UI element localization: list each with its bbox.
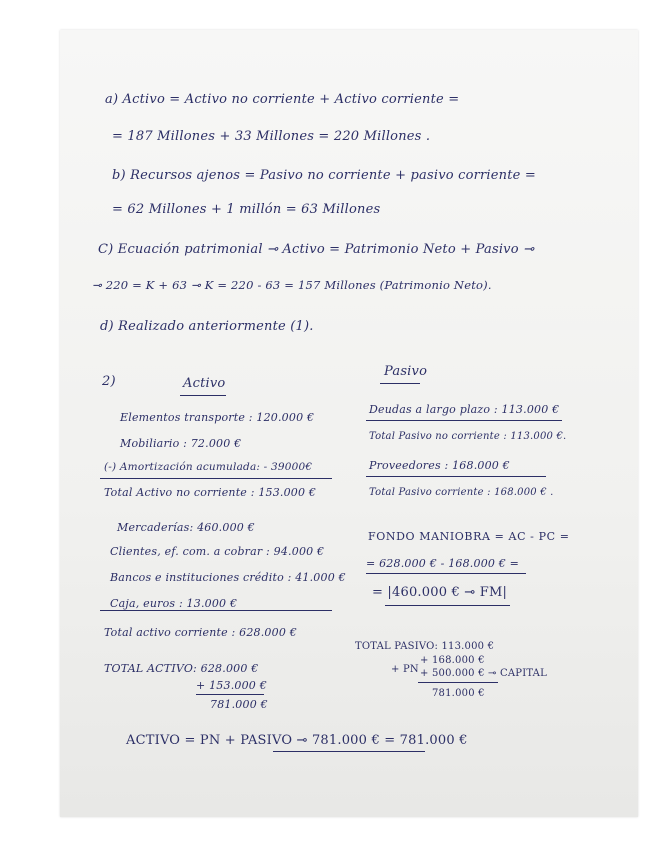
- activo-clientes: Clientes, ef. com. a cobrar : 94.000 €: [110, 545, 325, 558]
- activo-total-no-corriente: Total Activo no corriente : 153.000 €: [104, 486, 317, 499]
- fondo-maniobra-line-1: FONDO MANIOBRA = AC - PC =: [368, 530, 570, 543]
- activo-mobiliario: Mobiliario : 72.000 €: [120, 437, 242, 450]
- question-c-line-1: C) Ecuación patrimonial ⊸ Activo = Patrimonio Neto + Pasivo ⊸: [98, 242, 535, 257]
- activo-total-corriente: Total activo corriente : 628.000 €: [104, 626, 297, 639]
- activo-amortizacion-line: [100, 478, 332, 479]
- question-d-line-1: d) Realizado anteriormente (1).: [100, 319, 314, 334]
- fondo-maniobra-line: [366, 573, 526, 574]
- section-2-number: 2): [102, 374, 116, 389]
- total-activo-label: TOTAL ACTIVO: 628.000 €: [104, 662, 259, 675]
- total-pasivo-capital: + 500.000 € ⊸ CAPITAL: [420, 668, 547, 679]
- total-activo-sum: 781.000 €: [210, 698, 268, 711]
- activo-elementos-transporte: Elementos transporte : 120.000 €: [120, 411, 315, 424]
- total-pasivo-proveedores: + 168.000 €: [420, 655, 485, 666]
- pasivo-proveedores-line: [366, 476, 546, 477]
- total-pasivo-sum-line: [418, 682, 498, 683]
- pasivo-heading-underline: [380, 383, 420, 384]
- activo-caja-line: [100, 610, 332, 611]
- total-pasivo-sum: 781.000 €: [432, 688, 485, 699]
- final-equation: ACTIVO = PN + PASIVO ⊸ 781.000 € = 781.000 €: [126, 733, 468, 748]
- question-c-line-2: ⊸ 220 = K + 63 ⊸ K = 220 - 63 = 157 Millones (Patrimonio Neto).: [92, 278, 492, 292]
- final-equation-underline: [273, 751, 425, 752]
- total-activo-addend: + 153.000 €: [196, 679, 267, 692]
- pasivo-deudas-line: [366, 420, 562, 421]
- activo-amortizacion: (-) Amortización acumulada: - 39000€: [104, 461, 313, 473]
- pasivo-total-no-corriente: Total Pasivo no corriente : 113.000 €.: [369, 431, 567, 442]
- pasivo-proveedores: Proveedores : 168.000 €: [369, 459, 510, 472]
- activo-mercaderias: Mercaderías: 460.000 €: [117, 521, 255, 534]
- total-pasivo-label: TOTAL PASIVO: 113.000 €: [355, 641, 495, 652]
- fondo-maniobra-result: = |460.000 € ⊸ FM|: [372, 585, 508, 600]
- activo-bancos: Bancos e instituciones crédito : 41.000 €: [110, 571, 346, 584]
- question-a-line-1: a) Activo = Activo no corriente + Activo corriente =: [105, 92, 460, 107]
- activo-caja: Caja, euros : 13.000 €: [110, 597, 238, 610]
- fondo-maniobra-line-2: = 628.000 € - 168.000 € =: [366, 557, 520, 570]
- question-b-line-1: b) Recursos ajenos = Pasivo no corriente + pasivo corriente =: [112, 168, 536, 183]
- total-activo-sum-line: [196, 694, 264, 695]
- question-a-line-2: = 187 Millones + 33 Millones = 220 Millones .: [112, 129, 431, 144]
- pasivo-deudas-largo-plazo: Deudas a largo plazo : 113.000 €: [369, 403, 560, 416]
- activo-heading: Activo: [183, 376, 226, 391]
- pasivo-heading: Pasivo: [384, 364, 428, 379]
- activo-heading-underline: [180, 395, 226, 396]
- total-pasivo-pn: + PN: [391, 664, 419, 675]
- fondo-maniobra-result-underline: [385, 605, 510, 606]
- pasivo-total-corriente: Total Pasivo corriente : 168.000 € .: [369, 487, 554, 498]
- question-b-line-2: = 62 Millones + 1 millón = 63 Millones: [112, 202, 381, 217]
